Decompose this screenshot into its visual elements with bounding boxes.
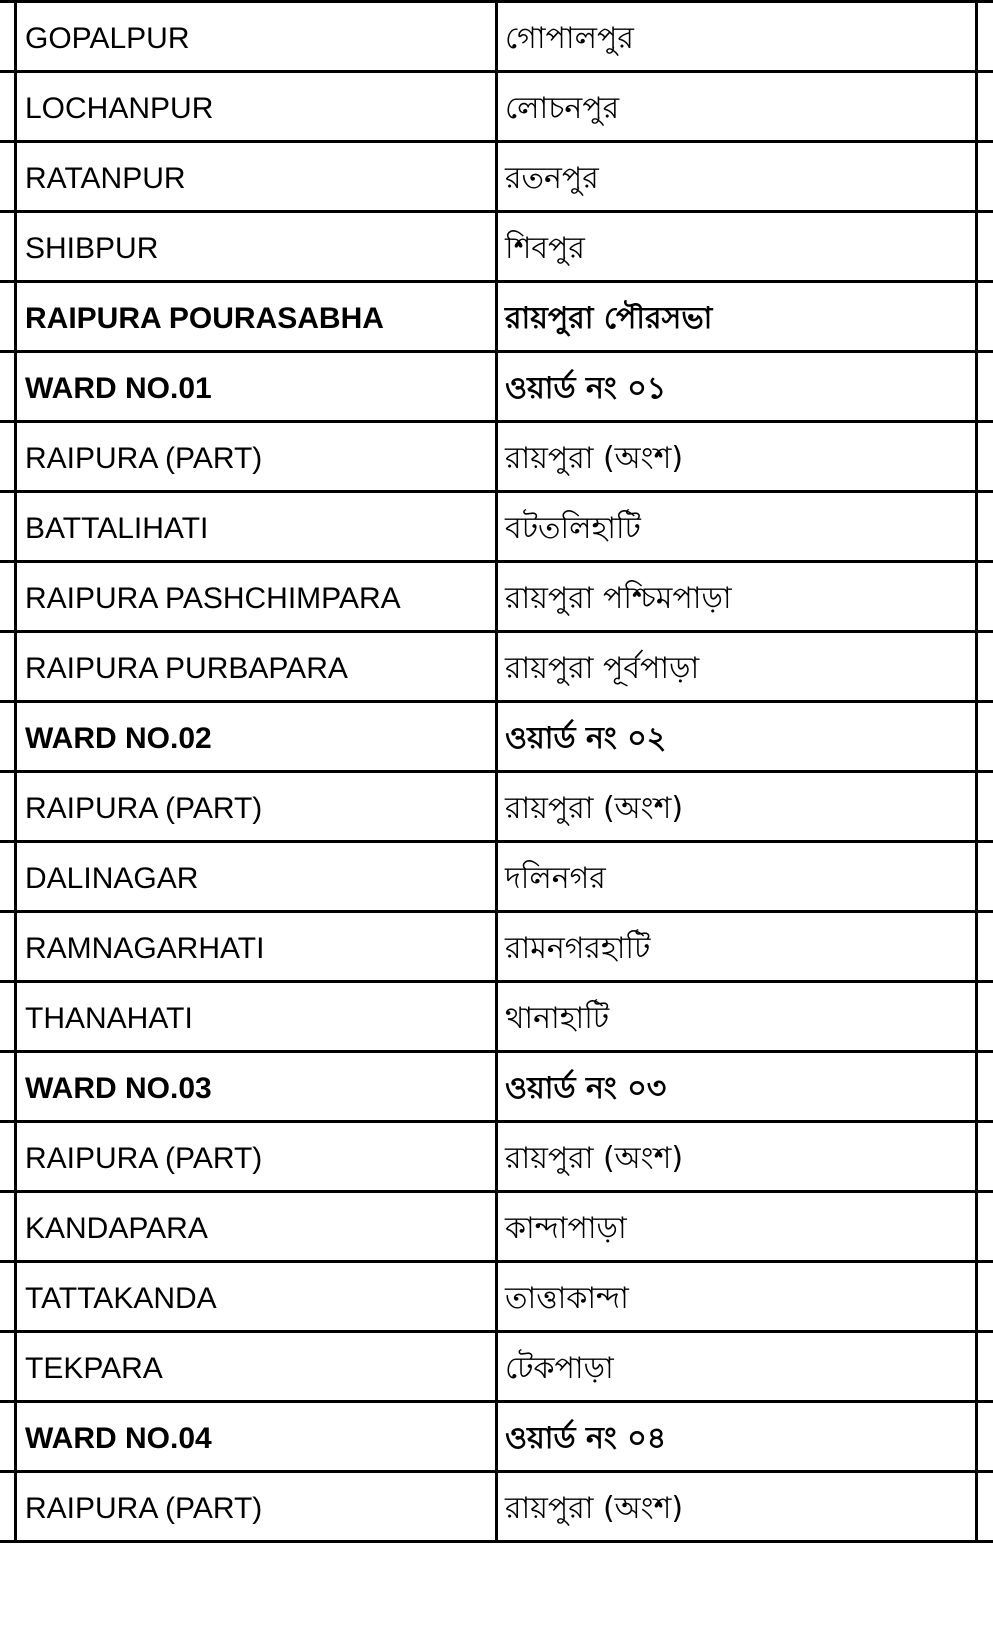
- bengali-name-text: ওয়ার্ড নং ০৩: [505, 1070, 667, 1106]
- table-row: [0, 142, 993, 212]
- row-left-margin-cell: [0, 912, 16, 982]
- table-row: [0, 772, 993, 842]
- bengali-name-cell: [497, 142, 977, 212]
- table-row: [0, 492, 993, 562]
- table-row: [0, 1262, 993, 1332]
- english-name-text: RAIPURA (PART): [25, 1491, 263, 1525]
- table-row: [0, 842, 993, 912]
- row-right-margin-cell: [977, 1192, 993, 1262]
- table-row: [0, 1122, 993, 1192]
- english-name-text: KANDAPARA: [25, 1211, 208, 1245]
- english-name-cell: [16, 632, 497, 702]
- row-left-margin-cell: [0, 772, 16, 842]
- table-row: [0, 562, 993, 632]
- table-row: [0, 1052, 993, 1122]
- bengali-name-cell: [497, 1262, 977, 1332]
- bengali-name-text: গোপালপুর: [505, 20, 634, 56]
- row-right-margin-cell: [977, 352, 993, 422]
- table-row: [0, 352, 993, 422]
- english-name-cell: [16, 562, 497, 632]
- bengali-name-cell: [497, 422, 977, 492]
- bengali-name-cell: [497, 2, 977, 72]
- bengali-name-text: রায়পুরা (অংশ): [505, 440, 684, 476]
- english-name-text: WARD NO.04: [25, 1421, 212, 1455]
- english-name-cell: [16, 1192, 497, 1262]
- row-right-margin-cell: [977, 842, 993, 912]
- bengali-name-cell: [497, 1332, 977, 1402]
- row-right-margin-cell: [977, 982, 993, 1052]
- table-row: [0, 2, 993, 72]
- english-name-text: RAIPURA PASHCHIMPARA: [25, 581, 401, 615]
- row-right-margin-cell: [977, 492, 993, 562]
- bengali-name-text: তাত্তাকান্দা: [505, 1280, 629, 1316]
- english-name-text: RAMNAGARHATI: [25, 931, 265, 965]
- row-left-margin-cell: [0, 842, 16, 912]
- row-left-margin-cell: [0, 1122, 16, 1192]
- bengali-name-text: রায়পুরা পশ্চিমপাড়া: [505, 580, 732, 616]
- bengali-name-cell: [497, 1472, 977, 1542]
- english-name-cell: [16, 842, 497, 912]
- row-left-margin-cell: [0, 632, 16, 702]
- english-name-cell: [16, 1332, 497, 1402]
- table-row: [0, 1192, 993, 1262]
- row-right-margin-cell: [977, 422, 993, 492]
- bengali-name-text: শিবপুর: [505, 230, 585, 266]
- english-name-text: RAIPURA (PART): [25, 1141, 263, 1175]
- bengali-name-text: বটতলিহাটি: [505, 510, 641, 546]
- english-name-cell: [16, 912, 497, 982]
- english-name-cell: [16, 2, 497, 72]
- bengali-name-text: ওয়ার্ড নং ০১: [505, 370, 667, 406]
- bengali-name-text: রায়পুরা পূর্বপাড়া: [505, 650, 700, 686]
- row-right-margin-cell: [977, 772, 993, 842]
- bengali-name-text: রায়পুরা পৌরসভা: [505, 300, 713, 336]
- bengali-name-text: লোচনপুর: [505, 90, 620, 126]
- bengali-name-text: রায়পুরা (অংশ): [505, 790, 684, 826]
- bengali-name-cell: [497, 772, 977, 842]
- bengali-name-cell: [497, 842, 977, 912]
- row-right-margin-cell: [977, 632, 993, 702]
- table-row: [0, 1402, 993, 1472]
- bengali-name-cell: [497, 212, 977, 282]
- row-right-margin-cell: [977, 1262, 993, 1332]
- row-left-margin-cell: [0, 1402, 16, 1472]
- bengali-name-cell: [497, 1402, 977, 1472]
- english-name-text: WARD NO.03: [25, 1071, 212, 1105]
- row-right-margin-cell: [977, 1052, 993, 1122]
- row-left-margin-cell: [0, 212, 16, 282]
- english-name-text: BATTALIHATI: [25, 511, 209, 545]
- bengali-name-cell: [497, 72, 977, 142]
- table-row: [0, 1472, 993, 1542]
- english-name-text: RAIPURA PURBAPARA: [25, 651, 348, 685]
- table-row: [0, 72, 993, 142]
- english-name-text: TEKPARA: [25, 1351, 163, 1385]
- table-row: [0, 632, 993, 702]
- row-left-margin-cell: [0, 2, 16, 72]
- row-right-margin-cell: [977, 1402, 993, 1472]
- english-name-text: SHIBPUR: [25, 231, 159, 265]
- english-name-cell: [16, 772, 497, 842]
- row-left-margin-cell: [0, 1262, 16, 1332]
- english-name-cell: [16, 1472, 497, 1542]
- row-right-margin-cell: [977, 562, 993, 632]
- english-name-text: DALINAGAR: [25, 861, 199, 895]
- table-row: [0, 282, 993, 352]
- english-name-cell: [16, 982, 497, 1052]
- bengali-name-cell: [497, 1122, 977, 1192]
- table-row: [0, 702, 993, 772]
- english-name-text: THANAHATI: [25, 1001, 193, 1035]
- bengali-name-cell: [497, 1052, 977, 1122]
- row-right-margin-cell: [977, 72, 993, 142]
- english-name-cell: [16, 352, 497, 422]
- row-right-margin-cell: [977, 212, 993, 282]
- bengali-name-text: কান্দাপাড়া: [505, 1210, 627, 1246]
- bengali-name-cell: [497, 352, 977, 422]
- row-right-margin-cell: [977, 282, 993, 352]
- english-name-text: LOCHANPUR: [25, 91, 214, 125]
- bengali-name-text: রায়পুরা (অংশ): [505, 1490, 684, 1526]
- row-right-margin-cell: [977, 2, 993, 72]
- english-name-text: WARD NO.01: [25, 371, 212, 405]
- english-name-cell: [16, 72, 497, 142]
- row-right-margin-cell: [977, 1472, 993, 1542]
- bengali-name-text: ওয়ার্ড নং ০৪: [505, 1420, 667, 1456]
- english-name-text: RAIPURA (PART): [25, 441, 263, 475]
- english-name-cell: [16, 1262, 497, 1332]
- table-row: [0, 1332, 993, 1402]
- row-left-margin-cell: [0, 1192, 16, 1262]
- english-name-text: RAIPURA (PART): [25, 791, 263, 825]
- row-left-margin-cell: [0, 1472, 16, 1542]
- row-left-margin-cell: [0, 1052, 16, 1122]
- bengali-name-cell: [497, 1192, 977, 1262]
- row-left-margin-cell: [0, 142, 16, 212]
- row-left-margin-cell: [0, 1332, 16, 1402]
- bengali-name-text: রায়পুরা (অংশ): [505, 1140, 684, 1176]
- bengali-name-text: ওয়ার্ড নং ০২: [505, 720, 667, 756]
- bengali-name-text: রামনগরহাটি: [505, 930, 651, 966]
- row-right-margin-cell: [977, 142, 993, 212]
- table-row: [0, 912, 993, 982]
- english-name-text: GOPALPUR: [25, 21, 190, 55]
- bengali-name-cell: [497, 282, 977, 352]
- bengali-name-text: থানাহাটি: [505, 1000, 610, 1036]
- row-right-margin-cell: [977, 912, 993, 982]
- bengali-name-text: টেকপাড়া: [505, 1350, 614, 1386]
- table-row: [0, 212, 993, 282]
- english-name-cell: [16, 1052, 497, 1122]
- row-left-margin-cell: [0, 282, 16, 352]
- row-left-margin-cell: [0, 422, 16, 492]
- english-name-cell: [16, 702, 497, 772]
- row-right-margin-cell: [977, 702, 993, 772]
- english-name-cell: [16, 422, 497, 492]
- english-name-cell: [16, 282, 497, 352]
- place-name-table-body: [0, 2, 993, 1542]
- row-left-margin-cell: [0, 702, 16, 772]
- row-left-margin-cell: [0, 72, 16, 142]
- table-row: [0, 422, 993, 492]
- english-name-text: RAIPURA POURASABHA: [25, 301, 384, 335]
- bengali-name-cell: [497, 702, 977, 772]
- english-name-text: RATANPUR: [25, 161, 186, 195]
- row-left-margin-cell: [0, 982, 16, 1052]
- english-name-cell: [16, 492, 497, 562]
- bengali-name-cell: [497, 632, 977, 702]
- table-row: [0, 982, 993, 1052]
- row-left-margin-cell: [0, 562, 16, 632]
- row-left-margin-cell: [0, 352, 16, 422]
- english-name-cell: [16, 212, 497, 282]
- row-right-margin-cell: [977, 1122, 993, 1192]
- bengali-name-text: রতনপুর: [505, 160, 599, 196]
- english-name-cell: [16, 1122, 497, 1192]
- bengali-name-cell: [497, 492, 977, 562]
- row-right-margin-cell: [977, 1332, 993, 1402]
- english-name-cell: [16, 142, 497, 212]
- english-name-text: TATTAKANDA: [25, 1281, 217, 1315]
- bengali-name-cell: [497, 912, 977, 982]
- english-name-text: WARD NO.02: [25, 721, 212, 755]
- row-left-margin-cell: [0, 492, 16, 562]
- english-name-cell: [16, 1402, 497, 1472]
- bengali-name-cell: [497, 562, 977, 632]
- bengali-name-text: দলিনগর: [505, 860, 606, 896]
- bengali-name-cell: [497, 982, 977, 1052]
